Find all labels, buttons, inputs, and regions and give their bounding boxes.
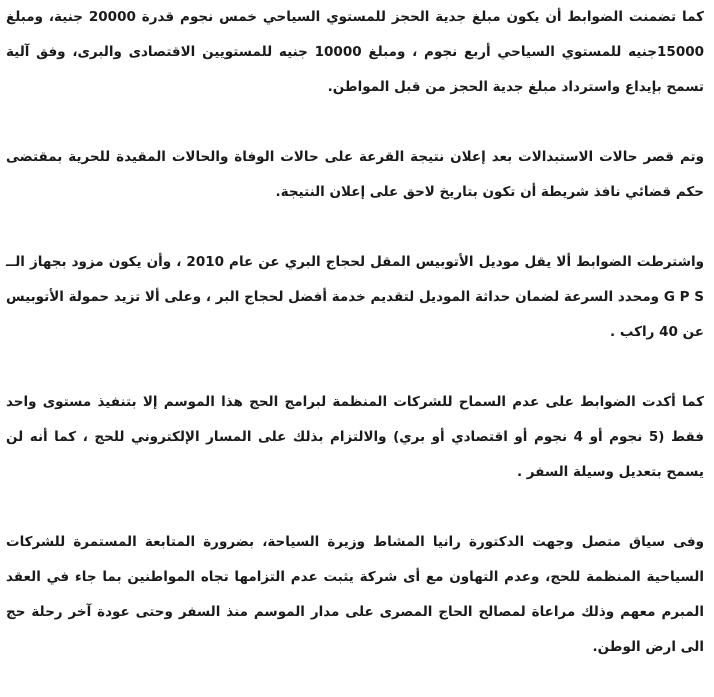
paragraph-minister-directive: وفى سياق متصل وجهت الدكتورة رانيا المشاط وزيرة السياحة، بضرورة المتابعة المستمرة للشركات السياحية المنظمة للحج، وعدم التهاون مع أى شركة يثبت عدم التزامها تجاه المواطنين بما جاء في العقد المبرم معهم وذلك مراعاة لمصالح الحاج المصرى على مدار الموسم منذ السفر وحتى عودة آخر رحلة حج الى ارض الوطن.	[6, 534, 704, 655]
paragraph-single-level: كما أكدت الضوابط على عدم السماح للشركات المنظمة لبرامج الحج هذا الموسم إلا بتنفيذ مستوى واحد فقط (5 نجوم أو 4 نجوم أو اقتصادي أو بري) والالتزام بذلك على المسار الإلكتروني للحج ، كما أنه لن يسمح بتعديل وسيلة السفر .	[6, 394, 705, 480]
paragraph-replacements: وتم قصر حالات الاستبدالات بعد إعلان نتيجة القرعة على حالات الوفاة والحالات المقيدة للحرية بمقتضى حكم قضائي نافذ شريطة أن تكون بتاريخ لاحق على إعلان النتيجة.	[6, 149, 704, 200]
paragraph-booking-deposit: كما تضمنت الضوابط أن يكون مبلغ جدية الحجز للمستوي السياحي خمس نجوم قدرة 20000 جنية، ومبلغ 15000جنيه للمستوي السياحي أربع نجوم ، ومبلغ 10000 جنيه للمستويين الاقتصادى والبرى، وفق آلية تسمح بإيداع واسترداد مبلغ جدية الحجز من قبل المواطن.	[6, 9, 705, 95]
paragraph-bus-requirements: واشترطت الضوابط ألا يقل موديل الأتوبيس المقل لحجاج البري عن عام 2010 ، وأن يكون مزود بجهاز الــ G P S ومحدد السرعة لضمان حداثة الموديل لتقديم خدمة أفضل لحجاج البر ، وعلى ألا تزيد حمولة الأتوبيس عن 40 راكب .	[6, 254, 705, 340]
